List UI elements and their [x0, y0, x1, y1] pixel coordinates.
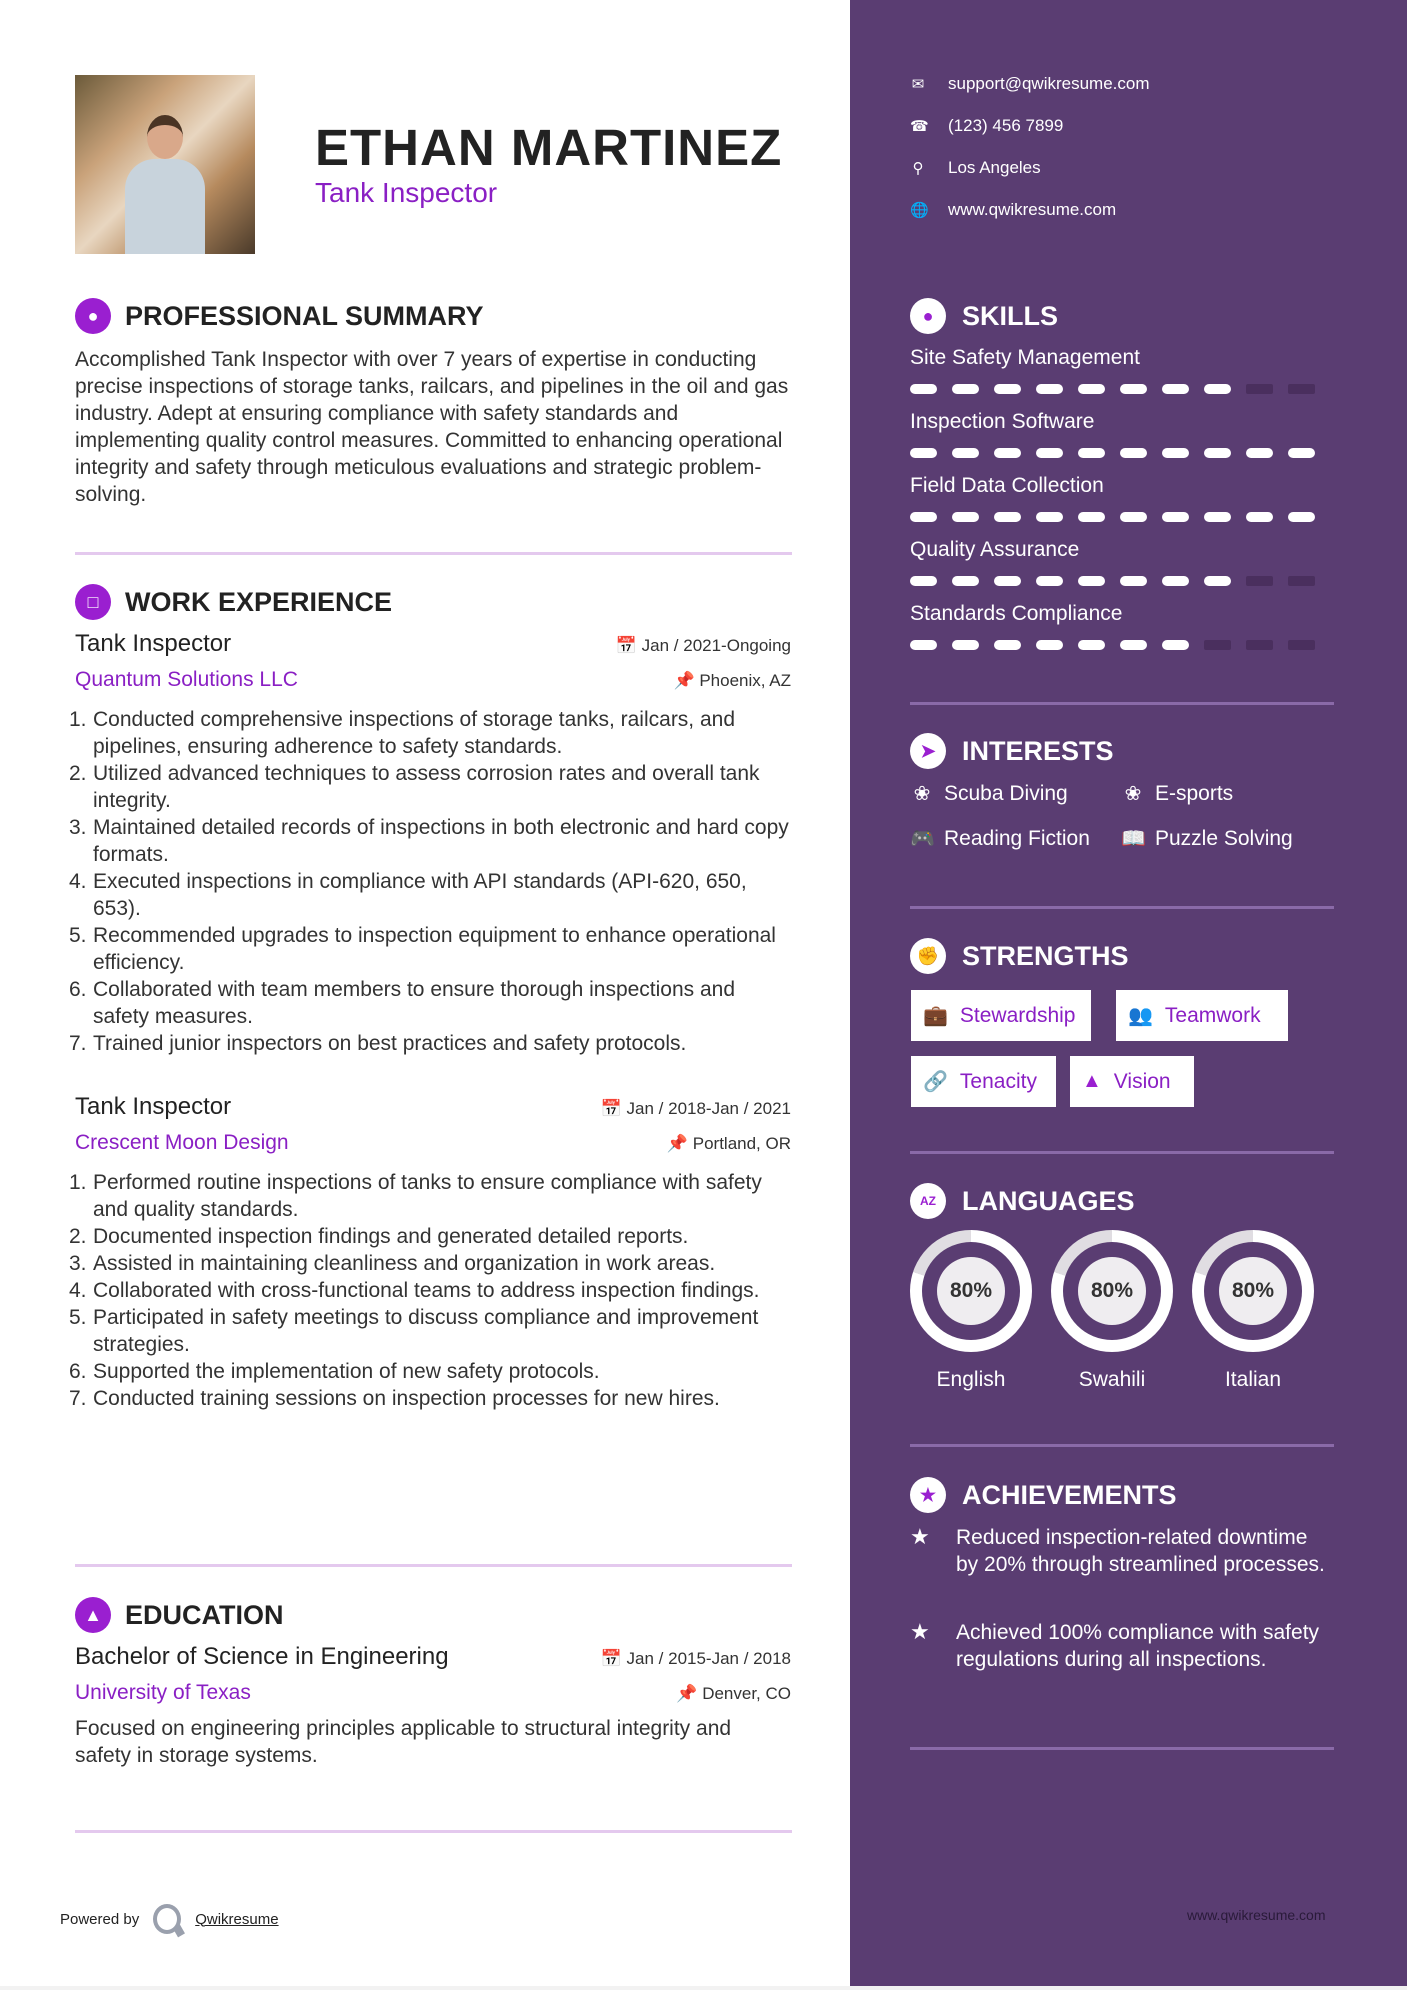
skill-item — [910, 602, 1334, 650]
job-dates: 📅 Jan / 2021-Ongoing — [615, 636, 791, 655]
school: University of Texas — [75, 1681, 251, 1704]
paper-plane-icon: ➤ — [910, 733, 946, 769]
list-item: 2. Utilized advanced techniques to assess corrosion rates and overall tank integrity. — [69, 762, 760, 812]
skill-rating-bar — [910, 576, 1334, 586]
summary-text: Accomplished Tank Inspector with over 7 years of expertise in conducting precise inspections of storage tanks, railcars, and pipelines in the oil and gas industry. Adept at ensuring compliance with safety standards and implementing quality control measures. Committed to enhancing operational integrity and safety through meticulous evaluations and strategic problem-solving. — [75, 348, 789, 506]
interest-item: ❀ E-sports — [1121, 781, 1233, 806]
skills-title: SKILLS — [962, 300, 1059, 331]
contact-phone[interactable]: ☎ (123) 456 7899 — [910, 116, 1064, 135]
skill-item — [910, 538, 1334, 586]
star-icon: ★ — [910, 1619, 930, 1644]
education-title: EDUCATION — [125, 1599, 284, 1630]
lifebuoy-icon: ❀ — [913, 783, 931, 805]
strength-tag: 🔗 Tenacity — [911, 1056, 1056, 1107]
calendar-icon: 📅 — [600, 1099, 627, 1118]
photo-body — [125, 159, 205, 254]
language-name: English — [936, 1368, 1006, 1391]
candidate-title: Tank Inspector — [315, 177, 498, 208]
profile-photo — [75, 75, 255, 254]
section-divider — [910, 906, 1334, 909]
map-pin-icon: ⚲ — [912, 160, 924, 177]
footer-website[interactable]: www.qwikresume.com — [1187, 1907, 1326, 1923]
book-icon: 📖 — [1121, 828, 1146, 850]
shooting-star-icon: ★ — [910, 1477, 946, 1513]
language-name: Italian — [1224, 1368, 1282, 1391]
languages-title: LANGUAGES — [962, 1185, 1135, 1216]
language-progress-ring: 80% — [1192, 1230, 1314, 1352]
job-location: 📌 Portland, OR — [666, 1134, 791, 1153]
summary-heading — [75, 298, 484, 334]
achievement-item: ★ Reduced inspection-related downtime by 20% through streamlined processes. — [910, 1524, 1325, 1576]
photo-head — [147, 115, 183, 159]
achievement-item: ★ Achieved 100% compliance with safety regulations during all inspections. — [910, 1619, 1320, 1671]
skill-label: Field Data Collection — [910, 474, 1104, 497]
skills-heading — [910, 298, 1058, 334]
qwikresume-logo-icon — [153, 1904, 181, 1934]
interests-heading — [910, 733, 1114, 769]
job-role: Tank Inspector — [75, 1093, 232, 1120]
list-item: 6. Supported the implementation of new safety protocols. — [69, 1360, 600, 1383]
language-item — [1192, 1230, 1314, 1392]
strength-tag: 👥 Teamwork — [1116, 990, 1288, 1041]
job-bullets — [69, 1169, 791, 1412]
calendar-icon: 📅 — [600, 1649, 627, 1668]
pin-icon: 📌 — [673, 671, 700, 690]
translate-icon: AZ — [910, 1183, 946, 1219]
user-icon: ● — [75, 298, 111, 334]
interests-title: INTERESTS — [962, 735, 1114, 766]
qwikresume-link[interactable]: Qwikresume — [195, 1910, 279, 1928]
section-divider — [75, 1830, 792, 1833]
strengths-heading — [910, 938, 1129, 974]
skill-item — [910, 474, 1334, 522]
strength-tag: ▲ Vision — [1070, 1056, 1194, 1107]
section-divider — [910, 1151, 1334, 1154]
globe-icon: 🌐 — [910, 202, 929, 219]
section-divider — [75, 552, 792, 555]
job-dates: 📅 Jan / 2018-Jan / 2021 — [600, 1099, 791, 1118]
list-item: 5. Participated in safety meetings to discuss compliance and improvement strategies. — [69, 1306, 759, 1356]
contact-email[interactable]: ✉ support@qwikresume.com — [911, 74, 1150, 93]
section-divider — [910, 1444, 1334, 1447]
language-progress-ring: 80% — [910, 1230, 1032, 1352]
job-bullets — [69, 706, 791, 1057]
section-divider — [910, 1747, 1334, 1750]
calendar-icon: 📅 — [615, 636, 642, 655]
lightbulb-icon: ● — [910, 298, 946, 334]
skill-label: Site Safety Management — [910, 346, 1140, 369]
list-item: 3. Maintained detailed records of inspections in both electronic and hard copy formats. — [69, 816, 789, 866]
skill-label: Quality Assurance — [910, 538, 1080, 561]
page-bottom-edge — [0, 1986, 1407, 1990]
list-item: 4. Executed inspections in compliance with API standards (API-620, 650, 653). — [69, 870, 747, 920]
skill-rating-bar — [910, 640, 1334, 650]
person-figure — [125, 115, 205, 254]
interest-item: 📖 Puzzle Solving — [1121, 826, 1293, 850]
language-item — [1051, 1230, 1173, 1392]
powered-by — [60, 1904, 279, 1934]
contact-location: ⚲ Los Angeles — [910, 158, 1041, 178]
education-heading — [75, 1597, 284, 1633]
users-icon: 👥 — [1128, 1005, 1153, 1027]
strengths-title: STRENGTHS — [962, 940, 1129, 971]
link-icon: 🔗 — [923, 1071, 948, 1093]
strength-tag: 💼 Stewardship — [911, 990, 1091, 1041]
envelope-icon: ✉ — [911, 76, 925, 93]
languages-heading — [910, 1183, 1135, 1219]
skill-item — [910, 410, 1334, 458]
skill-label: Inspection Software — [910, 410, 1095, 433]
binoculars-icon: ▲ — [1082, 1070, 1102, 1092]
list-item: 5. Recommended upgrades to inspection equipment to enhance operational efficiency. — [69, 924, 776, 974]
phone-icon: ☎ — [910, 118, 929, 135]
interest-item: ❀ Scuba Diving — [910, 781, 1068, 806]
summary-title: PROFESSIONAL SUMMARY — [125, 300, 484, 331]
language-name: Swahili — [1078, 1368, 1146, 1391]
degree: Bachelor of Science in Engineering — [75, 1643, 449, 1670]
skill-item — [910, 346, 1334, 394]
education-dates: 📅 Jan / 2015-Jan / 2018 — [600, 1649, 791, 1668]
skill-rating-bar — [910, 512, 1334, 522]
star-icon: ★ — [910, 1524, 930, 1549]
experience-title: WORK EXPERIENCE — [125, 586, 393, 617]
gamepad-icon: 🎮 — [910, 828, 935, 850]
list-item: 7. Trained junior inspectors on best practices and safety protocols. — [69, 1032, 687, 1055]
graduate-icon: ▲ — [75, 1597, 111, 1633]
list-item: 6. Collaborated with team members to ensure thorough inspections and safety measures. — [69, 978, 736, 1028]
chair-icon: □ — [75, 584, 111, 620]
interest-item: 🎮 Reading Fiction — [910, 826, 1090, 850]
language-progress-ring: 80% — [1051, 1230, 1173, 1352]
pin-icon: 📌 — [666, 1134, 693, 1153]
education-location: 📌 Denver, CO — [676, 1684, 791, 1703]
job-entry — [69, 1093, 791, 1412]
job-company: Crescent Moon Design — [75, 1131, 289, 1154]
section-divider — [75, 1564, 792, 1567]
achievements-title: ACHIEVEMENTS — [962, 1479, 1177, 1510]
job-entry — [69, 630, 791, 1057]
list-item: 4. Collaborated with cross-functional teams to address inspection findings. — [69, 1279, 760, 1302]
education-entry — [75, 1643, 791, 1769]
list-item: 1. Conducted comprehensive inspections of storage tanks, railcars, and pipelines, ensuring adherence to safety standards. — [69, 708, 736, 758]
list-item: 1. Performed routine inspections of tanks to ensure compliance with safety and quality standards. — [69, 1171, 762, 1221]
section-divider — [910, 702, 1334, 705]
skill-label: Standards Compliance — [910, 602, 1123, 625]
job-company: Quantum Solutions LLC — [75, 668, 298, 691]
job-location: 📌 Phoenix, AZ — [673, 671, 791, 690]
pin-icon: 📌 — [676, 1684, 703, 1703]
skill-rating-bar — [910, 384, 1334, 394]
skill-rating-bar — [910, 448, 1334, 458]
job-role: Tank Inspector — [75, 630, 232, 657]
list-item: 3. Assisted in maintaining cleanliness and organization in work areas. — [69, 1252, 716, 1275]
language-item — [910, 1230, 1032, 1392]
list-item: 7. Conducted training sessions on inspection processes for new hires. — [69, 1387, 720, 1410]
contact-website[interactable]: 🌐 www.qwikresume.com — [910, 200, 1117, 219]
experience-heading — [75, 584, 392, 620]
powered-by-label: Powered by — [60, 1910, 140, 1928]
lifebuoy-icon: ❀ — [1124, 783, 1142, 805]
candidate-name: ETHAN MARTINEZ — [315, 119, 783, 176]
achievements-heading — [910, 1477, 1177, 1513]
briefcase-icon: 💼 — [923, 1005, 948, 1027]
list-item: 2. Documented inspection findings and generated detailed reports. — [69, 1225, 689, 1248]
education-description: Focused on engineering principles applicable to structural integrity and safety in storage systems. — [75, 1717, 732, 1767]
fist-icon: ✊ — [910, 938, 946, 974]
